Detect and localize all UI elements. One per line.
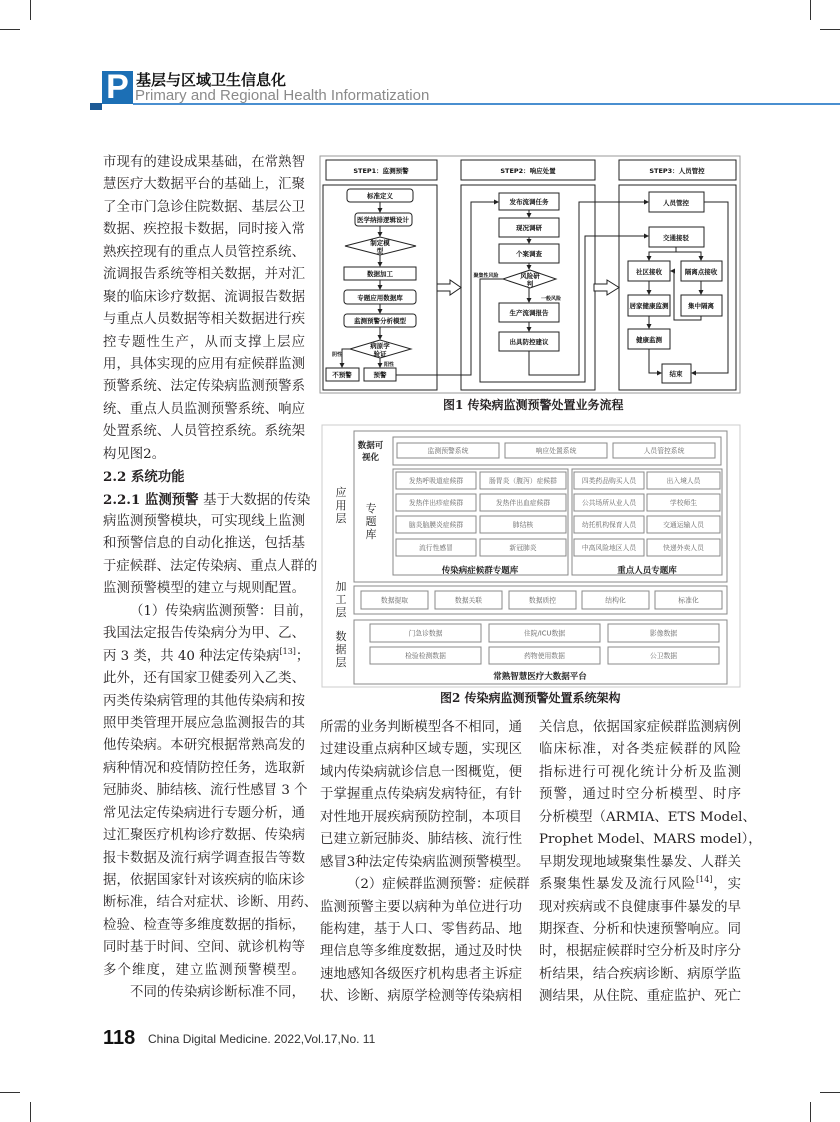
text-line: 检验、检查等多维度数据的指标，	[103, 917, 305, 933]
text-line: 于掌握重点传染病发病特征，有针	[320, 787, 522, 803]
text-line: 和预警信息的自动化推送，包括基	[103, 536, 305, 552]
text-line: 期探查、分析和快速预警响应。同	[539, 921, 741, 937]
label-verify: 病原学	[370, 342, 390, 350]
syndrome-cell-label: 流行性感冒	[419, 544, 453, 552]
label-process: 数据加工	[367, 270, 393, 278]
text-line: 控专题性生产，从而支撑上层应	[103, 334, 305, 350]
text-line: 域内传染病就诊信息一图概览，便	[320, 764, 522, 780]
label-model-2: 型	[376, 247, 384, 255]
people-lib-title: 重点人员专题库	[617, 566, 677, 576]
text-line: 析结果，结合疾病诊断、病原学监	[539, 966, 741, 982]
syndrome-lib-title: 传染病症候群专题库	[441, 566, 519, 576]
journal-logo: P	[102, 71, 133, 104]
data-cell-label: 住院/ICU数据	[523, 629, 566, 638]
text-line	[539, 874, 741, 896]
text-line: 病种情况和疫情防控任务，选取新	[103, 760, 305, 776]
text-line: （1）传染病监测预警：目前，	[130, 603, 313, 619]
text-run: ，实	[712, 877, 742, 893]
middle-text-column	[320, 717, 530, 1009]
label-model: 制定模	[370, 239, 390, 247]
label-health: 健康监测	[636, 336, 662, 344]
crop-mark	[810, 1102, 811, 1122]
text-line: 所需的业务判断模型各不相同，通	[320, 720, 522, 735]
label-survey: 现况调研	[516, 224, 542, 232]
syndrome-cell-label: 脑炎脑膜炎症候群	[408, 521, 464, 529]
syndrome-cell-label: 发热呼吸道症候群	[408, 477, 464, 485]
data-cell-label: 门急诊数据	[408, 629, 443, 638]
label-task: 发布流调任务	[509, 198, 549, 206]
label-no-alert: 不预警	[332, 371, 352, 379]
text-line: 熟疾控现有的重点人员管控系统、	[103, 244, 305, 260]
syndrome-cell-label: 新冠肺炎	[509, 544, 537, 552]
text-line: 监测预警模型的建立与规则配置。	[103, 581, 305, 597]
label-logic: 医学纳排逻辑设计	[357, 216, 409, 224]
text-line: 同时基于时间、空间、就诊机构等	[103, 940, 305, 956]
process-cell-label: 结构化	[605, 596, 626, 605]
text-line: 能构建，基于人口、零售药品、地	[320, 921, 522, 937]
syndrome-cell-label: 发热伴出血症候群	[495, 499, 551, 507]
text-line: 此外，还有国家卫健委列入乙类、	[103, 671, 305, 687]
text-line: 指标进行可视化统计分析及监测	[539, 764, 741, 780]
process-layer-label: 加工层	[335, 580, 347, 619]
syndrome-cell-label: 肠胃炎（腹泻）症候群	[489, 477, 557, 485]
text-line: 时，根据症候群时空分析及时序分	[539, 944, 741, 960]
text-line: （2）症候群监测预警：症候群	[347, 877, 530, 893]
label-db: 专题应用数据库	[357, 294, 403, 302]
text-line: 不同的传染病诊断标准不同，	[130, 985, 305, 1001]
text-line: 与重点人员数据等相关数据进行疾	[103, 312, 305, 328]
text-line: 过建设重点病种区域专题，实现区	[320, 742, 522, 758]
topic-lib-label: 专题库	[365, 502, 377, 541]
label-control: 人员管控	[663, 199, 689, 207]
people-cell-label: 公共场所从业人员	[581, 499, 637, 507]
text-line: 分析模型（ARMIA、ETS Model、	[539, 809, 756, 825]
text-line: 统、重点人员监测预警系统、响应	[103, 401, 305, 417]
label-cluster: 聚集性风险	[473, 273, 499, 279]
viz-layer-label: 数据可视化	[357, 441, 384, 463]
citation-ref[interactable]: [14]	[696, 875, 713, 885]
text-line: 现对疾病或不良健康事件暴发的早	[539, 899, 741, 915]
section-heading: 2.2.1 监测预警	[103, 491, 204, 508]
text-line: 他传染病。本研究根据常熟高发的	[103, 738, 305, 754]
people-cell-label: 学校师生	[669, 499, 698, 507]
label-report: 生产流调报告	[509, 309, 549, 317]
label-central: 集中隔离	[688, 302, 714, 310]
label-transfer: 交通接驳	[663, 234, 689, 242]
label-community: 社区接收	[636, 268, 662, 276]
text-line: 已建立新冠肺炎、肺结核、流行性	[320, 832, 522, 848]
text-line: 报卡数据及流行病学调查报告等数	[103, 850, 305, 866]
text-line: 测结果，从住院、重症监护、死亡	[539, 989, 741, 1005]
text-line: 预警系统、法定传染病监测预警系	[103, 379, 305, 395]
label-negative: 阴性	[331, 352, 343, 358]
crop-mark	[0, 1092, 20, 1093]
system-cell-label: 人员管控系统	[643, 447, 685, 455]
text-line: 丙类传染病管理的其他传染病和按	[103, 693, 305, 709]
process-cell-label: 标准化	[678, 596, 699, 605]
label-case: 个案调查	[516, 250, 542, 258]
journal-citation: China Digital Medicine. 2022,Vol.17,No. 11	[148, 1032, 376, 1046]
text-line: 了全市门急诊住院数据、基层公卫	[103, 199, 305, 215]
section-heading: 2.2 系统功能	[103, 469, 185, 486]
label-isolation-site: 隔离点接收	[684, 268, 718, 276]
text-run: 丙 3 类，共 40 种法定传染病	[103, 648, 280, 664]
syndrome-cell-label: 肺结核	[512, 521, 534, 529]
label-home: 居家健康监测	[629, 302, 669, 310]
data-cell-label: 影像数据	[649, 629, 678, 638]
label-risk: 风险研	[520, 272, 540, 280]
text-line: Prophet Model、MARS model），	[539, 832, 762, 848]
page-number: 118	[103, 1027, 136, 1049]
data-layer-label: 数据层	[335, 630, 347, 669]
people-cell-label: 出入境人员	[666, 477, 701, 485]
app-layer-label: 应用层	[335, 486, 347, 525]
system-cell-label: 监测预警系统	[427, 447, 469, 455]
text-run: ；	[295, 648, 310, 664]
data-cell-label: 公卫数据	[649, 652, 678, 660]
text-line: 病监测预警模块，可实现线上监测	[103, 514, 305, 529]
right-text-column	[539, 717, 762, 1009]
text-line: 照甲类管理开展应急监测报告的其	[103, 715, 305, 731]
people-cell-label: 快递外卖人员	[663, 544, 704, 552]
text-line: 临床标准，对各类症候群的风险	[539, 742, 741, 758]
text-line: 状、诊断、病原学检测等传染病相	[320, 989, 522, 1005]
step2-title: STEP2：响应处置	[500, 167, 556, 175]
text-line: 数据、疾控报卡数据，同时接入常	[103, 222, 305, 238]
label-risk-2: 判	[526, 280, 534, 288]
text-line: 构见图2。	[103, 446, 166, 462]
text-line: 速地感知各级医疗机构患者主诉症	[320, 966, 522, 982]
text-line: 处置系统、人员管控系统。系统架	[103, 424, 305, 440]
people-cell-label: 幼托机构保育人员	[581, 521, 637, 529]
people-cell-label: 交通运输人员	[663, 521, 704, 529]
crop-mark	[820, 1092, 840, 1093]
text-line: 理信息等多维度数据，通过及时快	[320, 944, 522, 960]
label-advice: 出具防控建议	[509, 338, 549, 346]
step1-title: STEP1：监测预警	[353, 167, 409, 175]
process-cell-label: 数据关联	[454, 596, 483, 605]
label-positive: 阳性	[383, 362, 395, 368]
text-line: 流调报告系统等相关数据，并对汇	[103, 267, 305, 283]
text-line: 感冒3种法定传染病监测预警模型。	[320, 854, 530, 870]
text-line: 据，依据国家针对该疾病的临床诊	[103, 873, 305, 888]
text-line: 我国法定报告传染病分为甲、乙、	[103, 626, 305, 642]
citation-ref[interactable]: [13]	[279, 646, 296, 656]
data-cell-label: 药物使用数据	[524, 652, 565, 660]
text-line: 关信息，依据国家症候群监测病例	[539, 720, 741, 735]
system-cell-label: 响应处置系统	[535, 447, 577, 455]
text-line: 于症候群、法定传染病、重点人群的	[103, 558, 318, 574]
process-cell-label: 数据质控	[528, 596, 557, 605]
text-line: 对性地开展疾病预防控制，本项目	[320, 809, 522, 825]
text-line: 过汇聚医疗机构诊疗数据、传染病	[103, 828, 305, 844]
process-cell-label: 数据提取	[380, 596, 409, 605]
journal-title-en: Primary and Regional Health Informatization	[135, 87, 430, 104]
label-alert: 预警	[373, 371, 387, 379]
figure1-caption: 图1 传染病监测预警处置业务流程	[443, 398, 624, 412]
text-line: 预警，通过时空分析模型、时序	[539, 787, 741, 803]
text-line: 监测预警主要以病种为单位进行功	[320, 899, 522, 915]
text-line: 慧医疗大数据平台的基础上，汇聚	[103, 177, 305, 193]
syndrome-cell-label: 发热伴出疹症候群	[408, 499, 464, 507]
label-define: 标准定义	[367, 192, 393, 200]
label-end: 结束	[669, 370, 683, 378]
text-line: 断标准，结合对症状、诊断、用药、	[103, 895, 318, 911]
people-cell-label: 中高风险地区人员	[581, 544, 637, 552]
text-line: 早期发现地域聚集性暴发、人群关	[539, 854, 741, 870]
text-line: 冠肺炎、肺结核、流行性感冒 3 个	[103, 783, 308, 799]
crop-mark	[30, 1102, 31, 1122]
text-line: 聚的临床诊疗数据、流调报告数据	[103, 289, 305, 305]
text-line: 常见法定传染病进行专题分析，通	[103, 805, 305, 821]
label-verify-2: 验证	[373, 350, 387, 358]
text-run: 基于大数据的传染	[203, 492, 311, 508]
people-cell-label: 四类药品购买人员	[581, 477, 637, 485]
figure2-caption: 图2 传染病监测预警处置系统架构	[440, 691, 621, 705]
label-general: 一般风险	[540, 296, 562, 302]
text-line: 用，具体实现的应用有症候群监测	[103, 356, 305, 372]
text-line: 多个维度，建立监测预警模型。	[103, 962, 305, 978]
platform-title: 常熟智慧医疗大数据平台	[493, 672, 587, 682]
step3-title: STEP3：人员管控	[649, 167, 705, 175]
text-run: 系聚集性暴发及流行风险	[539, 877, 697, 893]
data-cell-label: 检验检测数据	[405, 652, 446, 660]
text-line: 市现有的建设成果基础，在常熟智	[103, 155, 305, 170]
journal-title-cn: 基层与区域卫生信息化	[136, 71, 287, 89]
label-analysis: 监测预警分析模型	[354, 317, 406, 325]
